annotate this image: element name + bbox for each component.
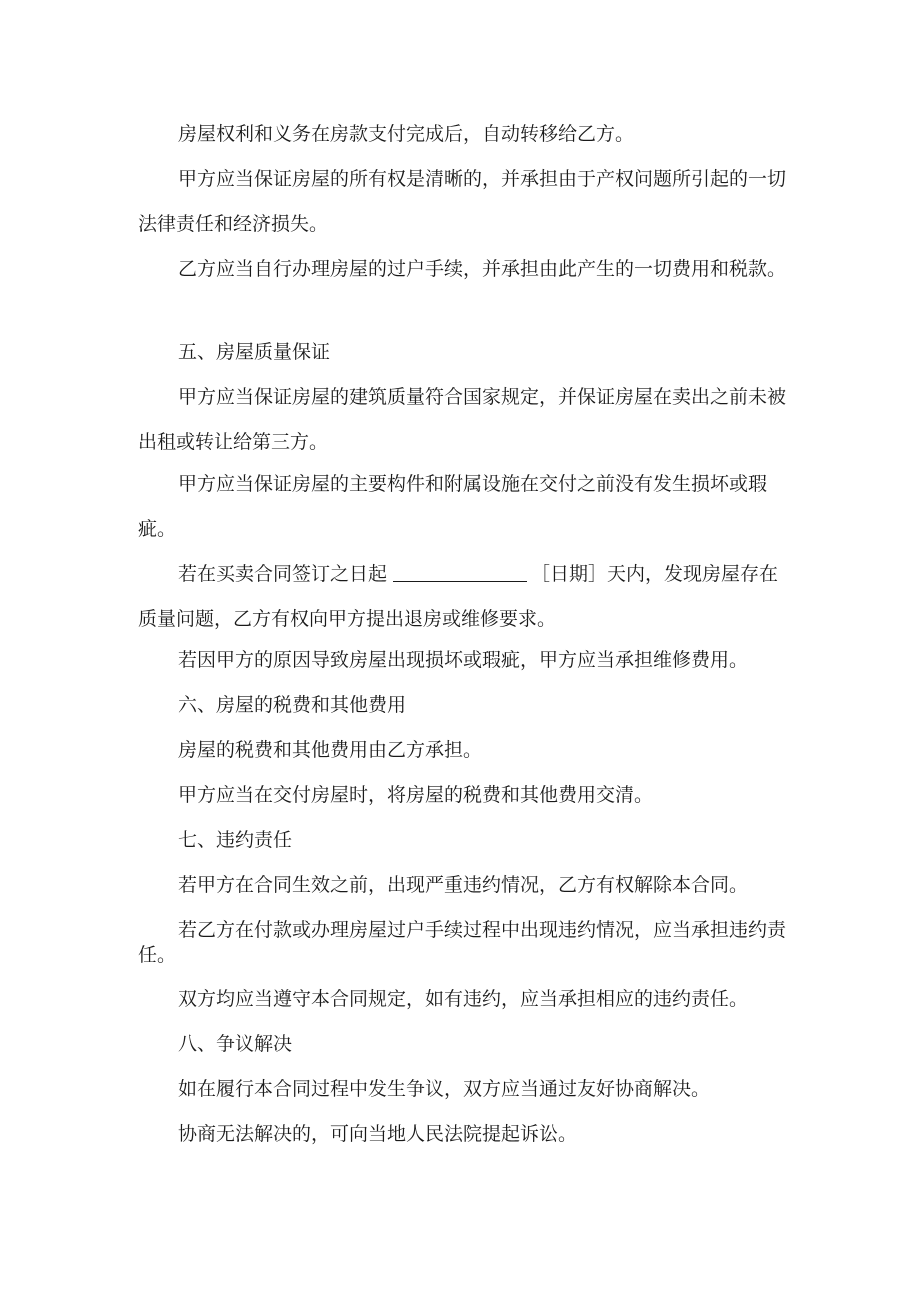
paragraph-components-condition: 甲方应当保证房屋的主要构件和附属设施在交付之前没有发生损坏或瑕疵。: [138, 473, 768, 540]
paragraph-quality-claim-period: [138, 552, 790, 642]
paragraph-seller-breach: 若甲方在合同生效之前，出现严重违约情况，乙方有权解除本合同。: [178, 874, 749, 896]
paragraph-mutual-compliance: 双方均应当遵守本合同规定，如有违约，应当承担相应的违约责任。: [178, 988, 749, 1010]
paragraph-repair-costs: 若因甲方的原因导致房屋出现损坏或瑕疵，甲方应当承担维修费用。: [178, 649, 749, 671]
paragraph-ownership-guarantee: 甲方应当保证房屋的所有权是清晰的，并承担由于产权问题所引起的一切法律责任和经济损失。: [138, 168, 787, 235]
section-heading-taxes: 六、房屋的税费和其他费用: [178, 694, 407, 716]
paragraph-litigation: 协商无法解决的，可向当地人民法院提起诉讼。: [178, 1123, 578, 1145]
date-blank-line: [393, 562, 527, 582]
paragraph-taxes-borne: 房屋的税费和其他费用由乙方承担。: [178, 739, 483, 761]
clause-text-after-blank: ［日期］天内，发现房屋存在质量问题，乙方有权向甲方提出退房或维修要求。: [138, 563, 779, 630]
paragraph-rights-transfer: 房屋权利和义务在房款支付完成后，自动转移给乙方。: [178, 123, 635, 145]
paragraph-taxes-settlement: 甲方应当在交付房屋时，将房屋的税费和其他费用交清。: [178, 784, 654, 806]
section-heading-quality: 五、房屋质量保证: [178, 341, 331, 363]
paragraph-transfer-procedures: 乙方应当自行办理房屋的过户手续，并承担由此产生的一切费用和税款。: [178, 258, 787, 280]
paragraph-negotiation: 如在履行本合同过程中发生争议，双方应当通过友好协商解决。: [178, 1078, 711, 1100]
section-heading-disputes: 八、争议解决: [178, 1033, 293, 1055]
paragraph-building-quality: 甲方应当保证房屋的建筑质量符合国家规定，并保证房屋在卖出之前未被出租或转让给第三方。: [138, 386, 787, 453]
clause-text-before-blank: 若在买卖合同签订之日起: [178, 563, 388, 585]
section-heading-breach: 七、违约责任: [178, 829, 293, 851]
paragraph-buyer-breach: 若乙方在付款或办理房屋过户手续过程中出现违约情况，应当承担违约责任。: [138, 919, 787, 966]
